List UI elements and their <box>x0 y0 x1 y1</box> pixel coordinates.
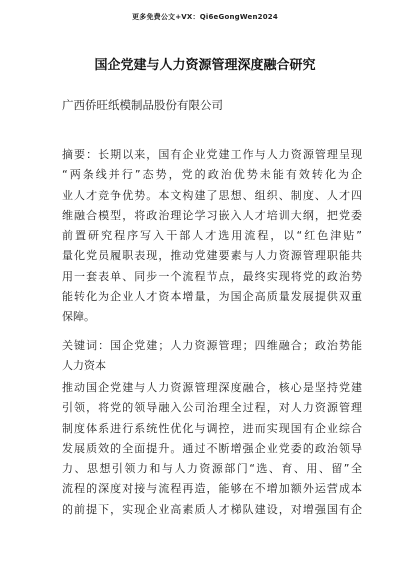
abstract-line: 保障。 <box>62 310 95 324</box>
body-line: 流程的深度对接与流程再造，能够在不增加额外运营成本 <box>62 482 362 496</box>
abstract-line: 摘要：长期以来，国有企业党建工作与人力资源管理呈现 <box>62 148 362 161</box>
body-line: 引领，将党的领导融入公司治理全过程，对人力资源管理 <box>62 401 362 415</box>
organization-name: 广西侨旺纸模制品股份有限公司 <box>62 98 223 112</box>
abstract-line: 维融合模型，将政治理论学习嵌入人才培训大纲，把党委 <box>62 208 362 222</box>
abstract-line: “两条线并行”态势，党的政治优势未能有效转化为企 <box>62 168 362 182</box>
abstract-line: 能转化为企业人才资本增量，为国企高质量发展提供双重 <box>62 290 362 304</box>
keywords-line: 人力资本 <box>62 359 106 373</box>
body-line: 制度体系进行系统性优化与调控，进而实现国有企业综合 <box>62 421 362 435</box>
header-note: 更多免费公文+VX：Qi6eGongWen2024 <box>132 13 278 21</box>
body-line: 的前提下，实现企业高素质人才梯队建设，对增强国有企 <box>62 502 362 516</box>
abstract-paragraph <box>62 145 362 328</box>
body-paragraph <box>62 378 362 520</box>
keywords-line: 关键词：国企党建；人力资源管理；四维融合；政治势能 <box>62 339 362 352</box>
abstract-line: 前置研究程序写入干部人才选用流程，以“红色津贴” <box>62 229 362 243</box>
body-line: 发展质效的全面提升。通过不断增强企业党委的政治领导 <box>62 441 362 455</box>
abstract-line: 业人才竞争优势。本文构建了思想、组织、制度、人才四 <box>62 188 362 202</box>
abstract-line: 量化党员履职表现，推动党建要素与人力资源管理职能共 <box>62 249 362 263</box>
document-title: 国企党建与人力资源管理深度融合研究 <box>94 58 316 73</box>
body-line: 力、思想引领力和与人力资源部门“选、育、用、留”全 <box>62 462 362 476</box>
abstract-line: 用一套表单、同步一个流程节点，最终实现将党的政治势 <box>62 269 362 283</box>
keywords-paragraph <box>62 336 362 377</box>
body-line: 推动国企党建与人力资源管理深度融合，核心是坚持党建 <box>62 381 362 394</box>
